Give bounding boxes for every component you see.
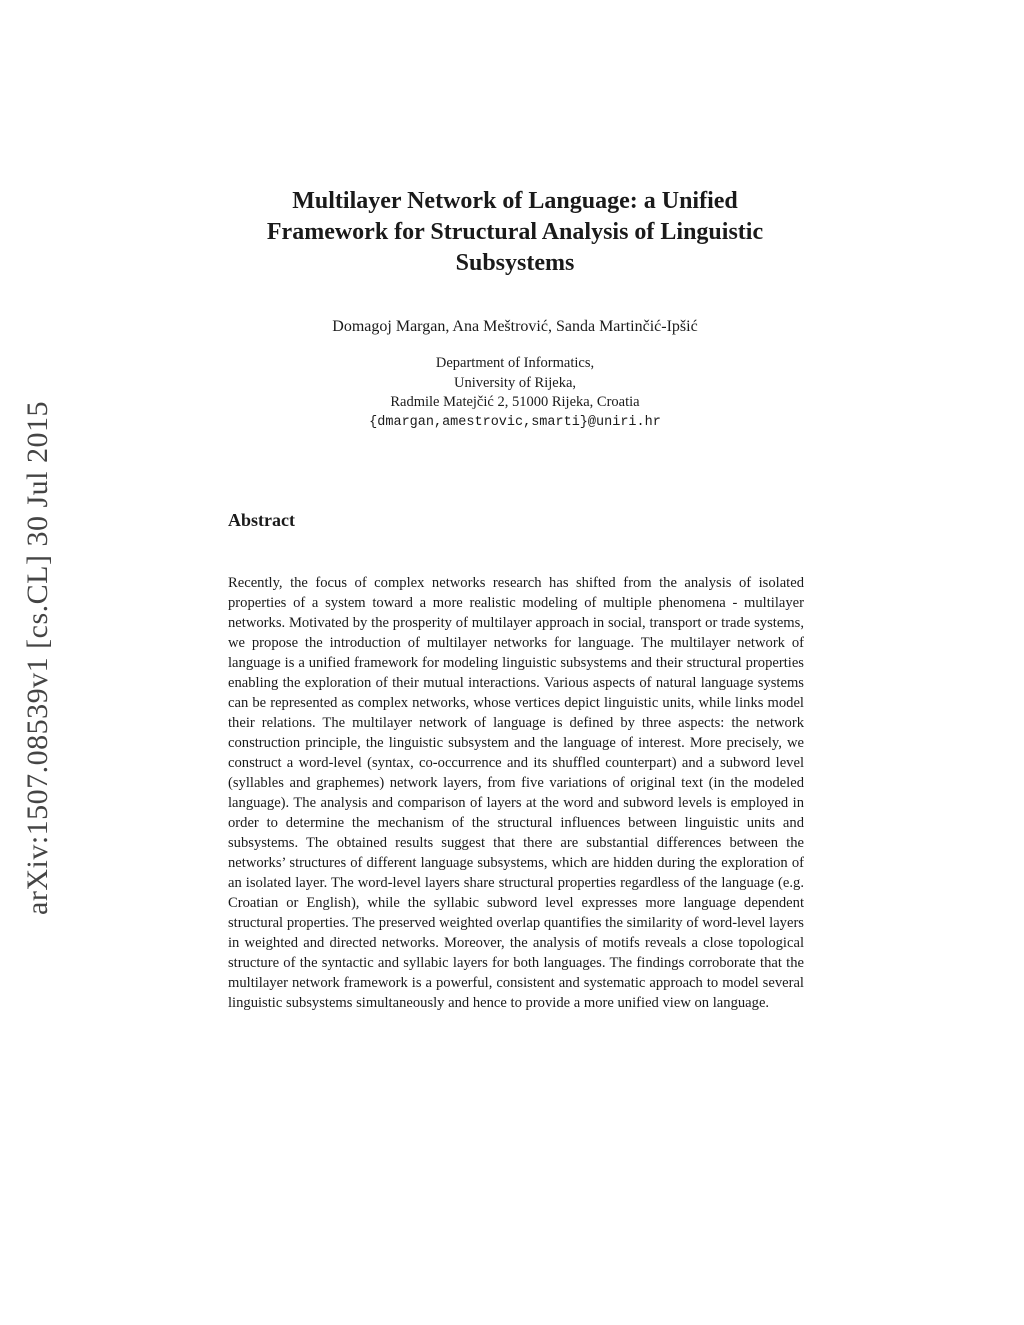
abstract-heading: Abstract bbox=[228, 510, 295, 530]
affiliation-block bbox=[200, 354, 830, 432]
title-line-3: Subsystems bbox=[455, 250, 575, 276]
affiliation-university: University of Rijeka, bbox=[453, 374, 577, 391]
title-line-1: Multilayer Network of Language: a Unified bbox=[292, 188, 738, 214]
affiliation-email: {dmargan,amestrovic,smarti}@uniri.hr bbox=[369, 414, 661, 430]
affiliation-address: Radmile Matejčić 2, 51000 Rijeka, Croatia bbox=[390, 394, 640, 410]
affiliation-department: Department of Informatics, bbox=[435, 355, 595, 371]
abstract-text: Recently, the focus of complex networks research has shifted from the analysis of isolated properties of a system toward a more realistic modeling of multiple phenomena - multilayer networks. Motivated by the prosperity of multilayer approach in social, transport or trade systems, we propose the introduction of multilayer networks for language. The multilayer network of language is a unified framework for modeling linguistic subsystems and their structural properties enabling the exploration of their mutual interactions. Various aspects of natural language systems can be represented as complex networks, whose vertices depict linguistic units, while links model their relations. The multilayer network of language is defined by three aspects: the network construction principle, the linguistic subsystem and the language of interest. More precisely, we construct a word-level (syntax, co-occurrence and its shuffled counterpart) and a subword level (syllables and graphemes) network layers, from five variations of original text (in the modeled language). The analysis and comparison of layers at the word and subword levels is employed in order to determine the mechanism of the structural influences between linguistic units and subsystems. The obtained results suggest that there are substantial differences between the networks’ structures of different language subsystems, which are hidden during the exploration of an isolated layer. The word-level layers share structural properties regardless of the language (e.g. Croatian or English), while the syllabic subword level expresses more language dependent structural properties. The preserved weighted overlap quantifies the similarity of word-level layers in weighted and directed networks. Moreover, the analysis of motifs reveals a close topological structure of the syntactic and syllabic layers for both languages. The findings corroborate that the multilayer network framework is a powerful, consistent and systematic approach to model several linguistic subsystems simultaneously and hence to provide a more unified view on language. bbox=[228, 575, 804, 1011]
author-list: Domagoj Margan, Ana Meštrović, Sanda Martinčić-Ipšić bbox=[332, 318, 698, 335]
title-line-2: Framework for Structural Analysis of Linguistic bbox=[266, 219, 764, 245]
paper-title bbox=[200, 186, 830, 279]
arxiv-identifier: arXiv:1507.08539v1 [cs.CL] 30 Jul 2015 bbox=[21, 401, 54, 915]
